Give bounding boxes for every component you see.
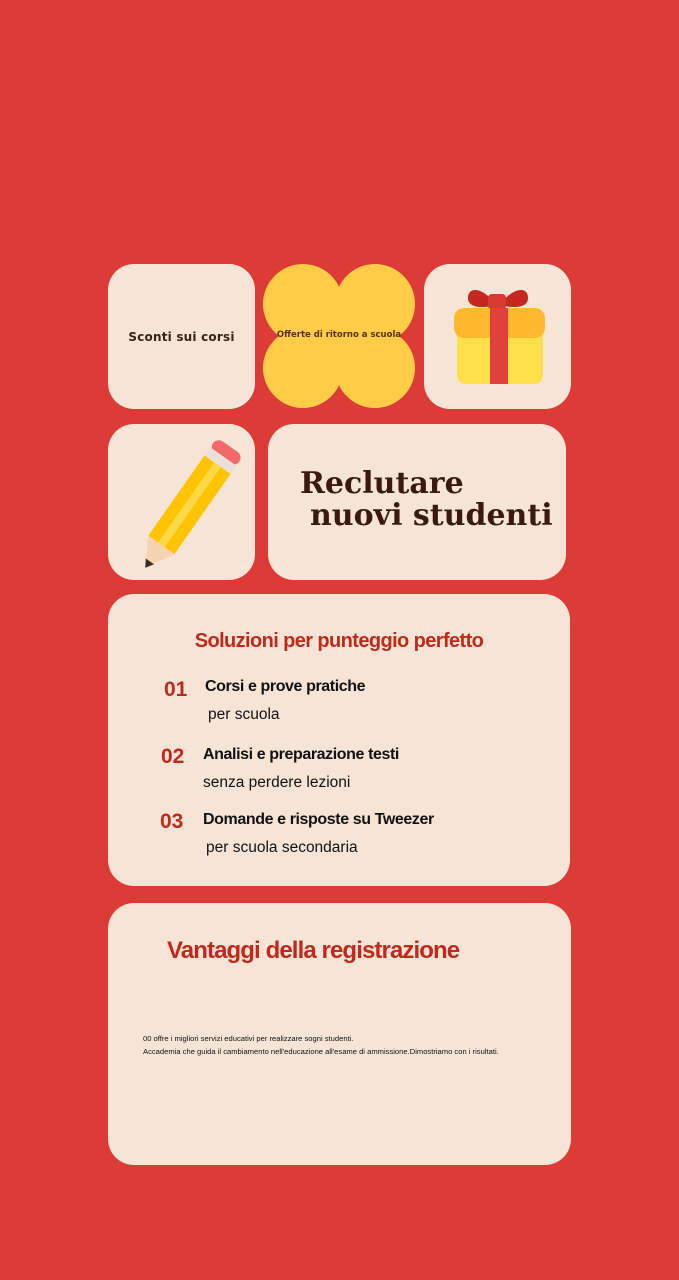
- gift-tile[interactable]: [424, 264, 571, 409]
- benefits-card: [108, 903, 571, 1165]
- benefits-title: Vantaggi della registrazione: [167, 937, 460, 964]
- headline-line-1: Reclutare: [300, 466, 464, 501]
- discounts-label: Sconti sui corsi: [128, 329, 235, 344]
- gift-icon: [424, 264, 571, 409]
- solutions-card: [108, 594, 570, 886]
- item-subtitle: per scuola: [208, 706, 280, 723]
- item-number: 03: [160, 810, 184, 833]
- item-title: Domande e risposte su Tweezer: [203, 811, 434, 828]
- item-subtitle: senza perdere lezioni: [203, 774, 351, 791]
- item-number: 01: [164, 678, 188, 701]
- headline-line-2: nuovi studenti: [310, 498, 553, 533]
- pencil-tile[interactable]: [108, 424, 255, 580]
- back-to-school-offers-label: Offerte di ritorno a scuola: [276, 330, 402, 340]
- benefits-line-1: 00 offre i migliori servizi educativi per realizzare sogni studenti.: [143, 1034, 354, 1043]
- pencil-icon: [108, 424, 255, 580]
- item-title: Analisi e preparazione testi: [203, 746, 399, 763]
- benefits-description: [143, 1032, 563, 1058]
- discounts-tile[interactable]: [108, 264, 255, 409]
- item-number: 02: [161, 745, 185, 768]
- solutions-title: Soluzioni per punteggio perfetto: [194, 630, 484, 652]
- back-to-school-offers-tile[interactable]: [263, 264, 415, 408]
- benefits-line-2: Accademia che guida il cambiamento nell'educazione all'esame di ammissione.Dimostriamo con i risultati.: [143, 1047, 499, 1056]
- item-title: Corsi e prove pratiche: [205, 678, 366, 695]
- headline-tile: [268, 424, 566, 580]
- item-subtitle: per scuola secondaria: [206, 839, 358, 856]
